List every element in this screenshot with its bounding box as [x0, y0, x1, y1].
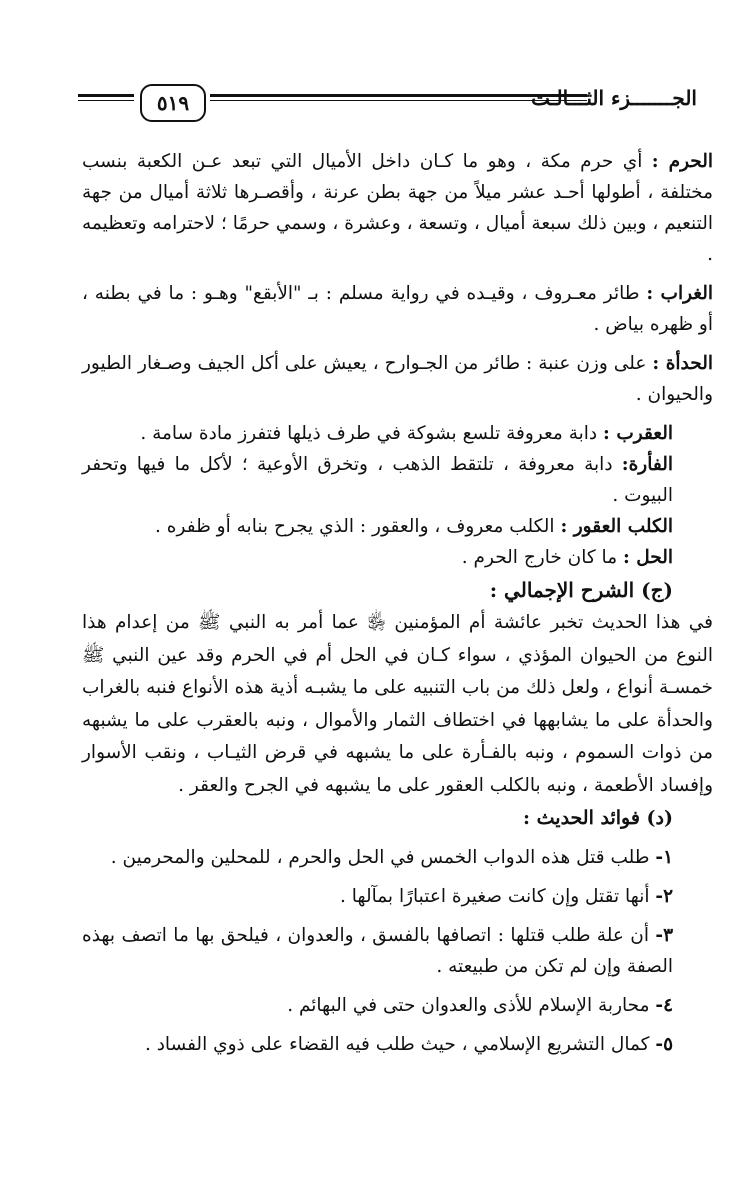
section-heading-d: (د) فوائد الحديث :	[523, 807, 673, 829]
item-number: ٣-	[655, 925, 673, 946]
section-c-paragraph: في هذا الحديث تخبر عائشة أم المؤمنين ﵂ عما أمر به النبي ﷺ من إعدام هذا النوع من الحيوان المؤذي ، سواء كـان في الحل أم في الحرم وقد عين النبي ﷺ خمسـة أنواع ، ولعل ذلك من باب التنبيه على ما يشبـه أذية هذه الأنواع فنبه بالغراب والحدأة على ما يشابهها في اختطاف الثمار والأموال ، ونبه بالعقرب على ما يشبهه من ذوات السموم ، ونبه بالفـأرة على ما يشبهه في قرض الثيـاب ، ونقب الأسوار وإفساد الأطعمة ، ونبه بالكلب العقور على ما يشبهه في الجرح والعقر .	[82, 612, 713, 796]
definition-faara	[82, 449, 713, 511]
definition-text: أي حرم مكة ، وهو ما كـان داخل الأميال التي تبعد عـن الكعبة بنسب مختلفة ، أطولها أحـد عشر ميلاً من جهة بطن عرنة ، وأقصـرها ثلاثة أميال من جهة التنعيم ، وبين ذلك سبعة أميال ، وتسعة ، وعشرة ، وسمي حرمًا ؛ لاحترامه وتعظيمه .	[82, 151, 713, 265]
definition-term: العقرب :	[603, 423, 673, 444]
definition-text: دابة معروفة تلسع بشوكة في طرف ذيلها فتفرز مادة سامة .	[140, 423, 604, 444]
page-number: ٥١٩	[140, 84, 206, 122]
item-text: أن علة طلب قتلها : اتصافها بالفسق ، والعدوان ، فيلحق بها ما اتصف بهذه الصفة وإن لم تكن من طبيعته .	[82, 925, 673, 977]
item-text: كمال التشريع الإسلامي ، حيث طلب فيه القضاء على ذوي الفساد .	[144, 1034, 656, 1055]
definition-hill	[82, 542, 713, 573]
definition-term: الحل :	[623, 547, 673, 568]
list-item	[82, 842, 713, 873]
list-item	[82, 881, 713, 912]
section-heading-c: (ج) الشرح الإجمالي :	[489, 578, 673, 602]
definition-term: الفأرة:	[621, 454, 673, 475]
item-number: ٢-	[655, 886, 673, 907]
item-number: ١-	[655, 847, 673, 868]
item-number: ٥-	[655, 1034, 673, 1055]
header-rule-left-thin	[78, 100, 134, 101]
definition-text: طائر معـروف ، وقيـده في رواية مسلم : بـ "الأبقع" وهـو : ما في بطنه ، أو ظهره بياض .	[82, 283, 713, 335]
item-text: طلب قتل هذه الدواب الخمس في الحل والحرم ، للمحلين والمحرمين .	[110, 847, 656, 868]
item-number: ٤-	[655, 995, 673, 1016]
definition-term: الكلب العقور :	[560, 516, 673, 537]
definition-aqrab	[82, 418, 713, 449]
page-body	[82, 146, 713, 1060]
definition-text: ما كان خارج الحرم .	[461, 547, 623, 568]
definition-term: الغراب :	[646, 283, 713, 304]
definition-text: على وزن عنبة : طائر من الجـوارح ، يعيش على أكل الجيف وصـغار الطيور والحيوان .	[82, 353, 713, 405]
page-header	[0, 80, 755, 140]
definition-ghurab	[82, 278, 713, 340]
item-text: أنها تقتل وإن كانت صغيرة اعتبارًا بمآلها .	[340, 886, 656, 907]
definition-term: الحرم :	[651, 151, 713, 172]
header-rule-left	[78, 94, 134, 97]
running-title: الجـــــــزء الثـــالـث	[531, 86, 697, 110]
header-rule-right	[210, 94, 587, 97]
item-text: محاربة الإسلام للأذى والعدوان حتى في البهائم .	[287, 995, 656, 1016]
definition-text: دابة معروفة ، تلتقط الذهب ، وتخرق الأوعية ؛ لأكل ما فيها وتحفر البيوت .	[82, 454, 673, 506]
definition-hidaa	[82, 348, 713, 410]
header-rule-right-thin	[210, 100, 587, 101]
definition-text: الكلب معروف ، والعقور : الذي يجرح بنابه أو ظفره .	[155, 516, 561, 537]
list-item	[82, 920, 713, 982]
list-item	[82, 990, 713, 1021]
definition-term: الحدأة :	[652, 353, 713, 374]
definition-kalb	[82, 511, 713, 542]
list-item	[82, 1029, 713, 1060]
definition-haram	[82, 146, 713, 270]
